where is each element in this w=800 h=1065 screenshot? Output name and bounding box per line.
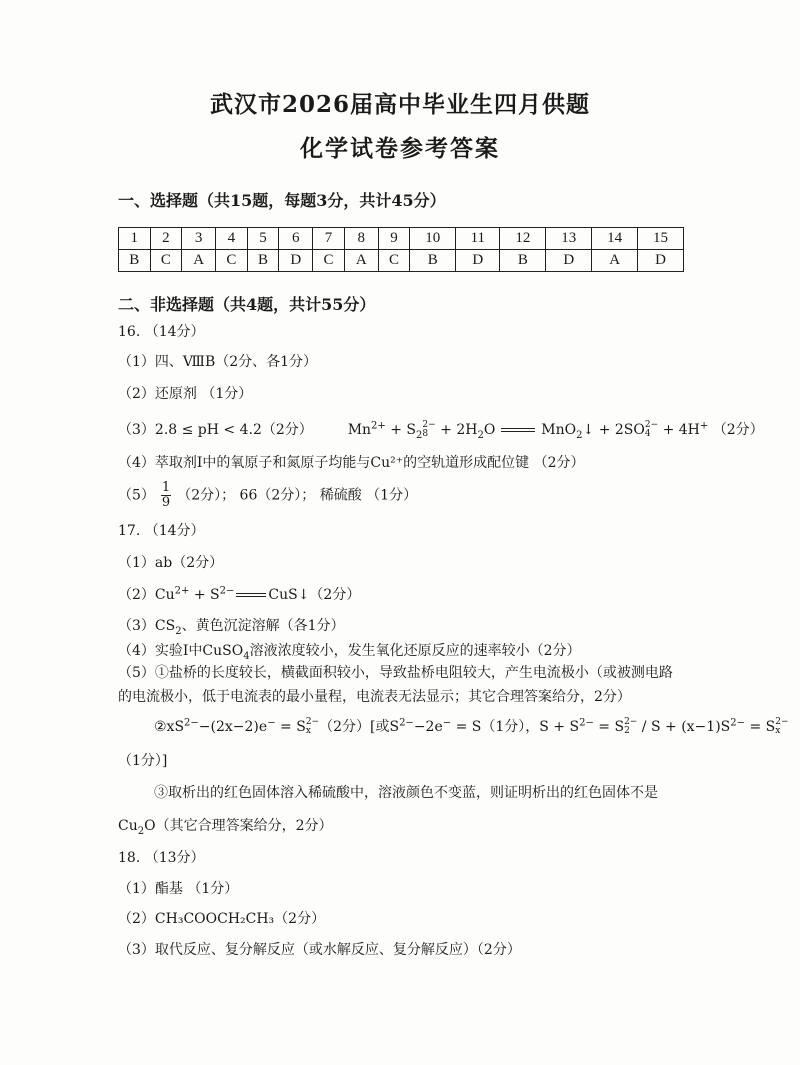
question-number-cell: 15 — [638, 228, 684, 250]
question-number-cell: 12 — [500, 228, 546, 250]
q17-answer-5-line1: （5）①盐桥的长度较长，横截面积较小，导致盐桥电阻较大，产生电流极小（或被测电路 — [118, 665, 673, 681]
q16-answer-4: （4）萃取剂Ⅰ中的氧原子和氮原子均能与Cu²⁺的空轨道形成配位键 （2分） — [118, 455, 585, 471]
q18-heading: 18. （13分） — [118, 850, 205, 866]
q17-answer-5-line3: $②xS^{2-}-(2x-2)e^- = S$ 2− x （2分）[或$S^{2-}-2e^- = S(1$分），$S + S^{2-} = S$ 2− 2 / $S + (x-1)S^{2-} = S$ 2− x — [154, 717, 789, 736]
answer-cell: A — [344, 250, 378, 272]
section1-heading: 一、选择题（共15题，每题3分，共计45分） — [118, 191, 446, 210]
question-number-cell: 7 — [313, 228, 345, 250]
answer-cell: A — [182, 250, 216, 272]
answer-cell: B — [247, 250, 279, 272]
question-number-cell: 3 — [182, 228, 216, 250]
question-number-cell: 6 — [279, 228, 313, 250]
page-subtitle: 化学试卷参考答案 — [300, 135, 500, 162]
q17-answer-3: $(3)CS_2$、黄色沉淀溶解（各1分） — [118, 618, 345, 637]
q17-answer-2: $(2)Cu^{2+} + S^{2-}$ CuS↓（2分） — [118, 585, 361, 603]
q16-a3-condition: （3）2.8 ≤ pH < 4.2（2分） — [118, 422, 313, 438]
question-number-row — [119, 228, 684, 250]
q17-answer-5-line4: （1分）] — [118, 753, 168, 769]
q17-answer-5-line6: $Cu_2O$（其它合理答案给分，2分） — [118, 818, 333, 837]
answer-cell: C — [216, 250, 248, 272]
answer-cell: C — [378, 250, 410, 272]
question-number-cell: 10 — [410, 228, 456, 250]
question-number-cell: 13 — [546, 228, 592, 250]
section2-heading: 二、非选择题（共4题，共计55分） — [118, 295, 376, 314]
q16-answer-3 — [118, 419, 764, 439]
answer-cell: C — [150, 250, 182, 272]
q17-answer-4: （4）实验Ⅰ中CuSO$_4$溶液浓度较小，发生氧化还原反应的速率较小（2分） — [118, 643, 581, 662]
q17-answer-5-line5: ③取析出的红色固体溶入稀硫酸中，溶液颜色不变蓝，则证明析出的红色固体不是 — [154, 785, 658, 801]
q16-a3-equation: $Mn^{2+} + S_2$ 2− 8 + $2H_2O$ MnO$_2$↓ + 2SO 2− 4 + 4H+ — [347, 420, 709, 441]
q18-answer-2: （2）CH₃COOCH₂CH₃（2分） — [118, 911, 326, 927]
q18-answer-1: （1）酯基 （1分） — [118, 881, 239, 897]
answer-cell: C — [313, 250, 345, 272]
answer-cell: D — [638, 250, 684, 272]
answer-cell: B — [119, 250, 151, 272]
q16-answer-1: （1）四、ⅧB（2分、各1分） — [118, 354, 318, 370]
q16-answer-5: （5） $\frac{1}{9}$ （2分）； 66（2分）； 稀硫酸 （1分） — [118, 480, 418, 510]
page-title: 武汉市2026届高中毕业生四月供题 — [209, 91, 590, 118]
equation-equals-sign — [501, 428, 535, 432]
q16-a3-score: （2分） — [712, 422, 764, 438]
answer-cell: D — [456, 250, 500, 272]
q16-answer-2: （2）还原剂 （1分） — [118, 386, 253, 402]
answer-cell: D — [279, 250, 313, 272]
fraction-one-ninth: $\frac{1}{9}$ — [161, 480, 171, 510]
question-number-cell: 14 — [592, 228, 638, 250]
q16-heading: 16. （14分） — [118, 324, 205, 340]
question-number-cell: 4 — [216, 228, 248, 250]
question-number-cell: 8 — [344, 228, 378, 250]
question-number-cell: 2 — [150, 228, 182, 250]
answer-cell: B — [500, 250, 546, 272]
question-number-cell: 9 — [378, 228, 410, 250]
answer-row — [119, 250, 684, 272]
q18-answer-3: （3）取代反应、复分解反应（或水解反应、复分解反应）（2分） — [118, 942, 521, 958]
question-number-cell: 11 — [456, 228, 500, 250]
answer-table — [118, 227, 684, 272]
question-number-cell: 5 — [247, 228, 279, 250]
q17-answer-1: （1）ab（2分） — [118, 555, 224, 571]
q17-answer-5-line2: 的电流极小，低于电流表的最小量程，电流表无法显示；其它合理答案给分，2分） — [118, 689, 631, 705]
question-number-cell: 1 — [119, 228, 151, 250]
q17-heading: 17. （14分） — [118, 523, 205, 539]
answer-cell: B — [410, 250, 456, 272]
answer-cell: A — [592, 250, 638, 272]
answer-cell: D — [546, 250, 592, 272]
